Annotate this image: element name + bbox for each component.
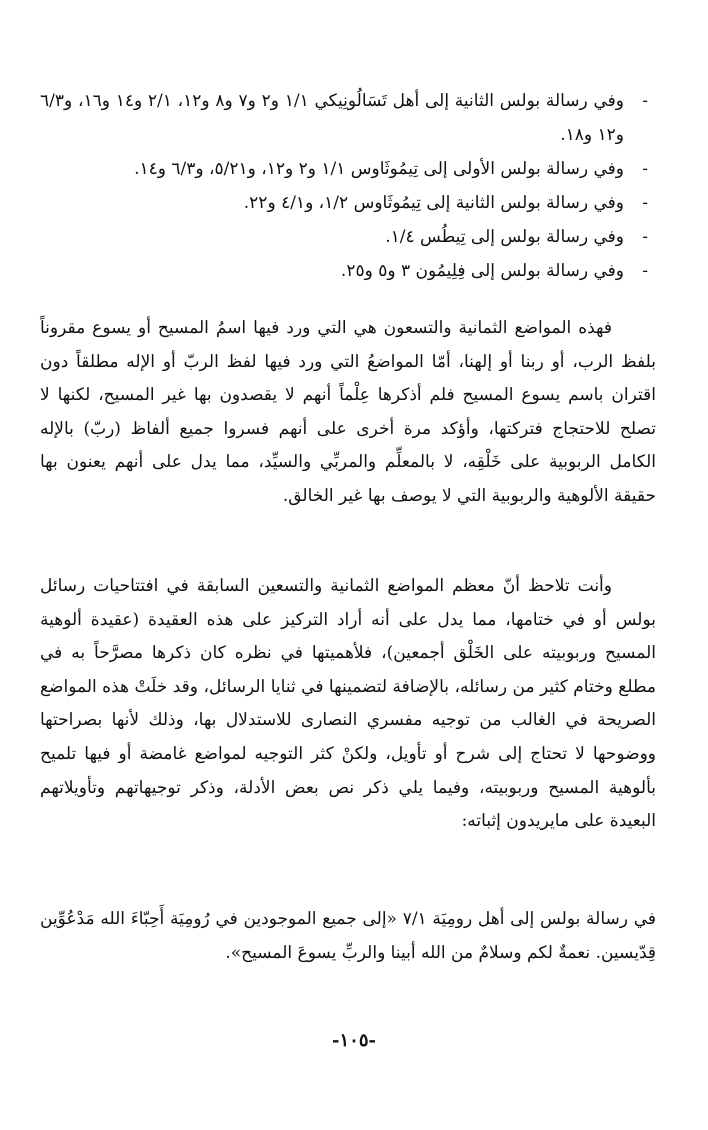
list-item-text: وفي رسالة بولس إلى تِيطُس ١/٤.	[385, 227, 624, 247]
bullet-marker: -	[642, 159, 648, 179]
list-item	[40, 84, 648, 152]
list-item-text: وفي رسالة بولس الأولى إلى تِيمُوثَاوس ١/١ و٢ و١٢، و٥/٢١، و٦/٣ و١٤.	[134, 159, 624, 179]
scripture-reference-list	[40, 84, 648, 288]
bullet-marker: -	[642, 193, 648, 213]
paragraph-quotation: في رسالة بولس إلى أهل رومِيَة ٧/١ «إلى جميع الموجودين في رُومِيَة أَحِبّاءَ الله مَدْعُوِّين قِدّيسين. نعمةٌ لكم وسلامٌ من الله أبينا والربِّ يسوعَ المسيح».	[40, 909, 657, 963]
bullet-marker: -	[642, 261, 648, 281]
paragraph-summary: فهذه المواضع الثمانية والتسعون هي التي ورد فيها اسمُ المسيح أو يسوع مقروناً بلفظ الرب، أو ربنا أو إلهنا، أمّا المواضعُ التي ورد فيها لفظ الربّ أو الإله مطلقاً دون اقتران باسم يسوع المسيح فلم أذكرها عِلْماً أنهم لا يقصدون بها غير المسيح، لكنها لا تصلح للاحتجاج فتركتها، وأؤكد مرة أخرى على أنهم فسروا جميع ألفاظ (ربّ) بالإله الكامل الربوبية على خَلْقِه، لا بالمعلِّم والمربِّي والسيِّد، مما يدل على أنهم يعنون بها حقيقة الألوهية والربوبية التي لا يوصف بها غير الخالق.	[40, 318, 656, 506]
list-item-text: وفي رسالة بولس إلى فِلِيمُون ٣ و٥ و٢٥.	[340, 261, 624, 281]
list-item	[40, 220, 648, 254]
paragraph-analysis: وأنت تلاحظ أنّ معظم المواضع الثمانية والتسعين السابقة في افتتاحيات رسائل بولس أو في ختامها، مما يدل على أنه أراد التركيز على هذه العقيدة (عقيدة ألوهية المسيح وربوبيته على الخَلْق أجمعين)، فلأهميتها في نظره كان ذكرها مصرَّحاً به في مطلع وختام كثير من رسائله، بالإضافة لتضمينها في ثنايا الرسائل، وقد خلَتْ هذه المواضع الصريحة في الغالب من توجيه مفسري النصارى للاستدلال بها، وذلك لأنها بصراحتها ووضوحها لا تحتاج إلى شرح أو تأويل، ولكنْ كثر التوجيه لمواضع غامضة أو فيها تلميح بألوهية المسيح وربوبيته، وفيما يلي ذكر نص بعض الأدلة، وذكر توجيهاتهم وتأويلاتهم البعيدة على مايريدون إثباته:	[40, 576, 656, 832]
list-item-text: وفي رسالة بولس الثانية إلى تِيمُوثَاوس ١/٢، و٤/١ و٢٢.	[243, 193, 624, 213]
page-number: -١٠٥-	[332, 1030, 376, 1051]
list-item	[40, 254, 648, 288]
bullet-marker: -	[642, 91, 648, 111]
list-item	[40, 186, 648, 220]
list-item	[40, 152, 648, 186]
list-item-text: وفي رسالة بولس الثانية إلى أهل تَسَالُونِيكي ١/١ و٢ و٧ و٨ و١٢، ٢/١ و١٤ و١٦، و٦/٣ و١٢ و١٨.	[40, 91, 625, 145]
bullet-marker: -	[642, 227, 648, 247]
